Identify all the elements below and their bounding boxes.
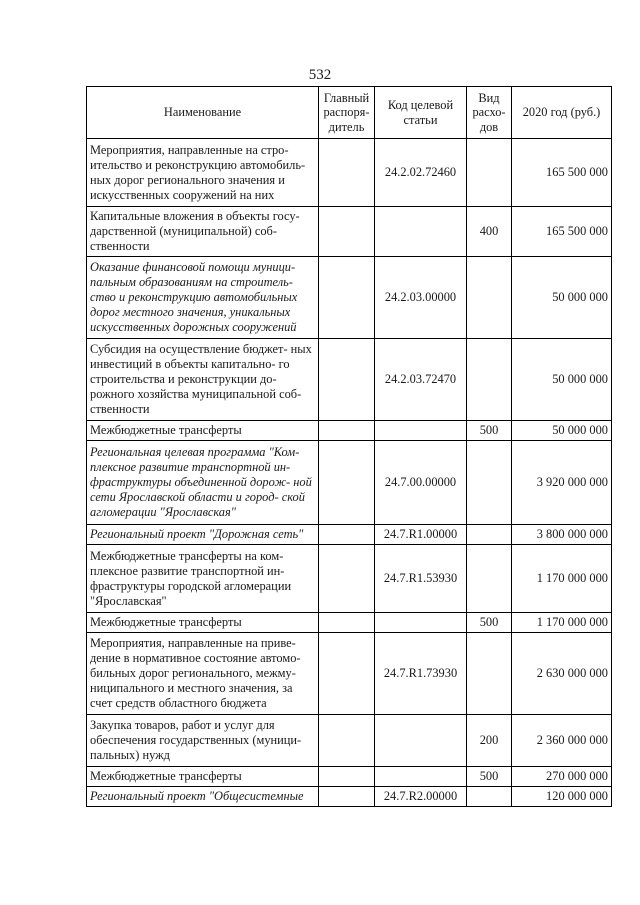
row-amount-cell: 120 000 000 [512,787,612,807]
table-row [87,525,612,545]
table-row [87,339,612,421]
row-admin-cell [319,139,375,207]
row-amount-cell: 165 500 000 [512,139,612,207]
row-code-cell: 24.2.03.72470 [375,339,467,421]
row-kind-cell [467,339,512,421]
row-kind-cell: 200 [467,715,512,767]
row-code-cell: 24.2.02.72460 [375,139,467,207]
header-kind: Вид расхо- дов [467,87,512,139]
row-admin-cell [319,257,375,339]
row-code-cell: 24.7.00.00000 [375,441,467,525]
table-row [87,613,612,633]
row-name-cell: Межбюджетные трансферты на ком- плексное развитие транспортной ин- фраструктуры городской агломерации "Ярославская" [87,545,319,613]
table-row [87,139,612,207]
row-kind-cell: 400 [467,207,512,257]
row-code-cell [375,207,467,257]
table-row [87,421,612,441]
row-kind-cell: 500 [467,421,512,441]
table-row [87,787,612,807]
row-kind-cell [467,633,512,715]
row-admin-cell [319,421,375,441]
row-admin-cell [319,633,375,715]
row-amount-cell: 1 170 000 000 [512,545,612,613]
header-admin: Главный распоря- дитель [319,87,375,139]
header-amount: 2020 год (руб.) [512,87,612,139]
row-admin-cell [319,613,375,633]
row-admin-cell [319,441,375,525]
row-name-cell: Оказание финансовой помощи муници- пальным образованиям на строитель- ство и реконструкцию автомобильных дорог местного значения, уникальных искусственных дорожных сооружений [87,257,319,339]
row-kind-cell [467,139,512,207]
row-code-cell: 24.7.R2.00000 [375,787,467,807]
header-code: Код целевой статьи [375,87,467,139]
table-row [87,207,612,257]
row-amount-cell: 2 630 000 000 [512,633,612,715]
row-kind-cell [467,525,512,545]
row-code-cell [375,767,467,787]
table-row [87,767,612,787]
row-amount-cell: 3 800 000 000 [512,525,612,545]
row-code-cell [375,613,467,633]
row-kind-cell: 500 [467,613,512,633]
budget-table [86,86,612,807]
row-name-cell: Межбюджетные трансферты [87,421,319,441]
table-row [87,441,612,525]
row-code-cell: 24.2.03.00000 [375,257,467,339]
row-kind-cell [467,257,512,339]
table-header-row [87,87,612,139]
row-amount-cell: 50 000 000 [512,339,612,421]
row-name-cell: Мероприятия, направленные на стро- ительство и реконструкцию автомобиль- ных дорог регионального значения и искусственных сооружений на них [87,139,319,207]
row-admin-cell [319,339,375,421]
row-kind-cell: 500 [467,767,512,787]
header-name: Наименование [87,87,319,139]
row-kind-cell [467,545,512,613]
row-amount-cell: 270 000 000 [512,767,612,787]
row-name-cell: Региональный проект "Общесистемные [87,787,319,807]
row-amount-cell: 165 500 000 [512,207,612,257]
table-row [87,633,612,715]
row-name-cell: Мероприятия, направленные на приве- дение в нормативное состояние автомо- бильных дорог регионального, межму- ниципального и местного значения, за счет средств областного бюджета [87,633,319,715]
table-row [87,257,612,339]
row-code-cell [375,715,467,767]
row-name-cell: Межбюджетные трансферты [87,767,319,787]
row-name-cell: Региональная целевая программа "Ком- плексное развитие транспортной ин- фраструктуры объединенной дорож- ной сети Ярославской области и город- ской агломерации "Ярославская" [87,441,319,525]
row-name-cell: Межбюджетные трансферты [87,613,319,633]
row-code-cell: 24.7.R1.53930 [375,545,467,613]
row-code-cell: 24.7.R1.00000 [375,525,467,545]
table-row [87,715,612,767]
page-number: 532 [308,67,332,83]
row-amount-cell: 2 360 000 000 [512,715,612,767]
row-code-cell: 24.7.R1.73930 [375,633,467,715]
row-kind-cell [467,441,512,525]
row-code-cell [375,421,467,441]
row-name-cell: Закупка товаров, работ и услуг для обеспечения государственных (муници- пальных) нужд [87,715,319,767]
row-kind-cell [467,787,512,807]
row-admin-cell [319,545,375,613]
row-admin-cell [319,787,375,807]
row-admin-cell [319,767,375,787]
row-amount-cell: 3 920 000 000 [512,441,612,525]
row-admin-cell [319,525,375,545]
row-amount-cell: 1 170 000 000 [512,613,612,633]
row-admin-cell [319,715,375,767]
row-name-cell: Субсидия на осуществление бюджет- ных инвестиций в объекты капитально- го строительства и реконструкции до- рожного хозяйства муниципальной соб- ственности [87,339,319,421]
row-amount-cell: 50 000 000 [512,257,612,339]
row-name-cell: Капитальные вложения в объекты госу- дарственной (муниципальной) соб- ственности [87,207,319,257]
row-name-cell: Региональный проект "Дорожная сеть" [87,525,319,545]
row-admin-cell [319,207,375,257]
table-row [87,545,612,613]
row-amount-cell: 50 000 000 [512,421,612,441]
